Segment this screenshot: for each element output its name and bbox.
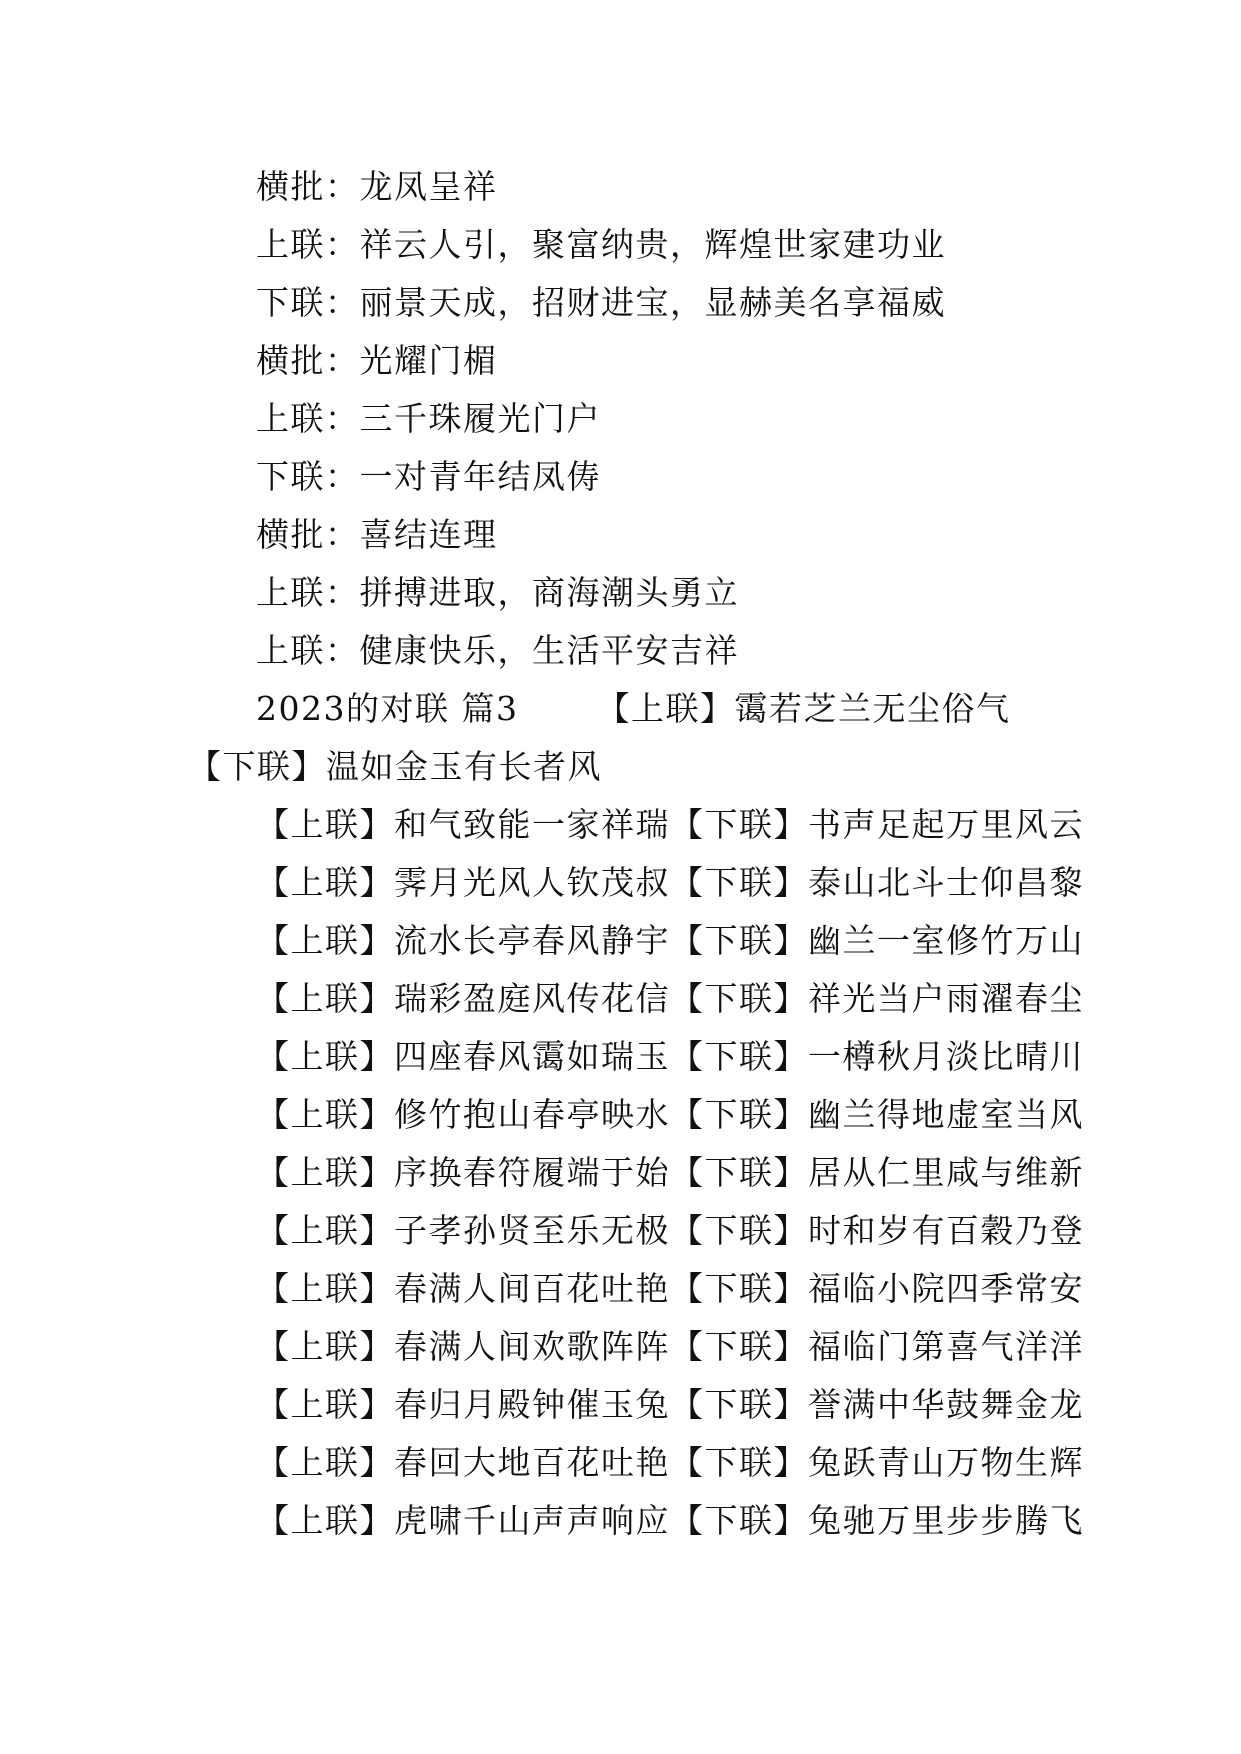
couplet-line: 【上联】流水长亭春风静宇【下联】幽兰一室修竹万山	[256, 921, 1084, 960]
text-line: 横批：光耀门楣	[256, 341, 498, 380]
couplet-line: 【上联】四座春风霭如瑞玉【下联】一樽秋月淡比晴川	[256, 1037, 1084, 1076]
couplet-line: 【上联】瑞彩盈庭风传花信【下联】祥光当户雨濯春尘	[256, 979, 1084, 1018]
text-line: 下联：一对青年结凤俦	[256, 457, 601, 496]
couplet-line: 【上联】和气致能一家祥瑞【下联】书声足起万里风云	[256, 805, 1084, 844]
couplet-line: 【上联】春满人间百花吐艳【下联】福临小院四季常安	[256, 1269, 1084, 1308]
section-heading: 2023的对联 篇3	[256, 689, 519, 728]
couplet-line: 【上联】子孝孙贤至乐无极【下联】时和岁有百穀乃登	[256, 1211, 1084, 1250]
text-line: 上联：祥云人引，聚富纳贵，辉煌世家建功业	[256, 225, 946, 264]
text-line: 上联：三千珠履光门户	[256, 399, 601, 438]
text-line: 下联：丽景天成，招财进宝，显赫美名享福威	[256, 283, 946, 322]
section-paragraph	[188, 680, 1058, 796]
text-line: 横批：喜结连理	[256, 515, 498, 554]
section-first-couplet: 【上联】霭若芝兰无尘俗气【下联】温如金玉有长者风	[188, 689, 1011, 786]
couplet-line: 【上联】霁月光风人钦茂叔【下联】泰山北斗士仰昌黎	[256, 863, 1084, 902]
couplet-line: 【上联】春归月殿钟催玉兔【下联】誉满中华鼓舞金龙	[256, 1385, 1084, 1424]
document-body	[188, 158, 1084, 1550]
couplet-line: 【上联】春满人间欢歌阵阵【下联】福临门第喜气洋洋	[256, 1327, 1084, 1366]
couplet-line: 【上联】序换春符履端于始【下联】居从仁里咸与维新	[256, 1153, 1084, 1192]
couplet-line: 【上联】修竹抱山春亭映水【下联】幽兰得地虚室当风	[256, 1095, 1084, 1134]
couplet-line: 【上联】春回大地百花吐艳【下联】兔跃青山万物生辉	[256, 1443, 1084, 1482]
text-line: 上联：健康快乐，生活平安吉祥	[256, 631, 739, 670]
couplet-line: 【上联】虎啸千山声声响应【下联】兔驰万里步步腾飞	[256, 1501, 1084, 1540]
text-line: 横批：龙凤呈祥	[256, 167, 498, 206]
text-line: 上联：拼搏进取，商海潮头勇立	[256, 573, 739, 612]
